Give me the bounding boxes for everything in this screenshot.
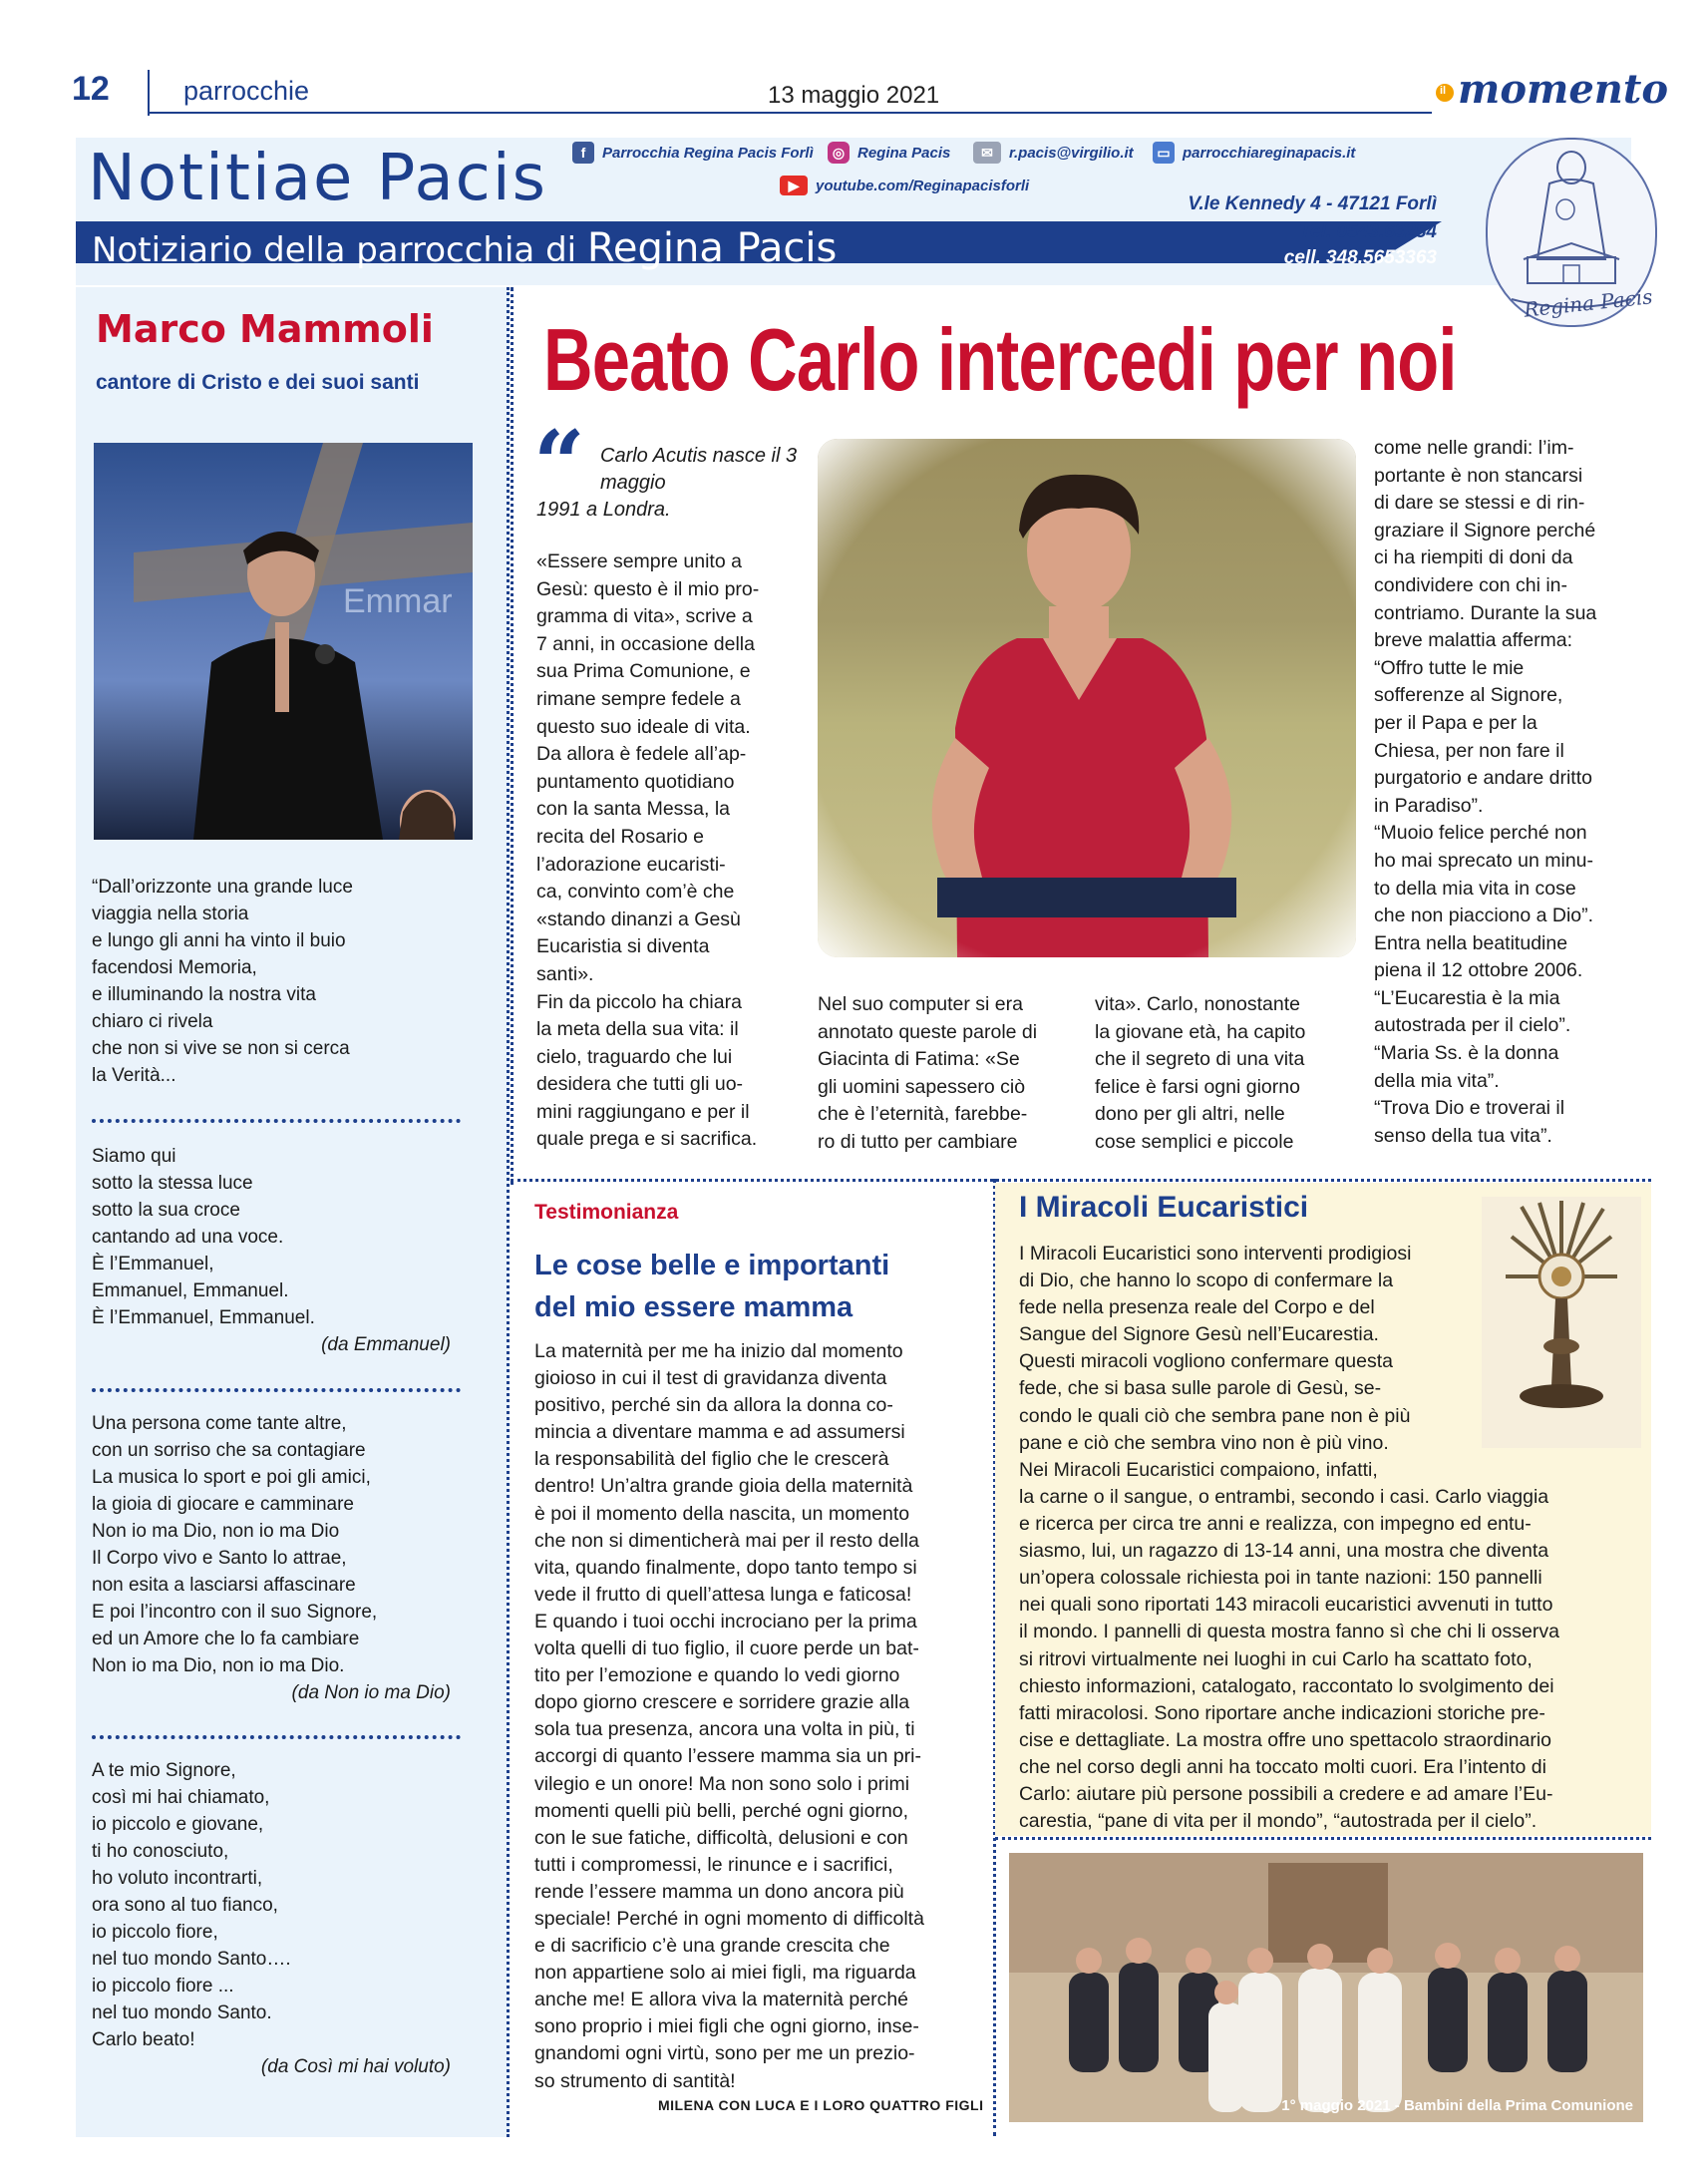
text-line: Sangue del Signore Gesù nell’Eucarestia. (1019, 1323, 1379, 1346)
text-line: della mia vita”. (1374, 1069, 1500, 1092)
globe-icon: ▭ (1153, 142, 1175, 164)
text-line: annotato queste parole di (818, 1020, 1038, 1043)
dotted-separator (92, 1119, 461, 1123)
text-line: la responsabilità del figlio che le crescerà (534, 1448, 889, 1471)
newspaper-logo[interactable]: momento (1458, 66, 1669, 113)
text-line: felice è farsi ogni giorno (1095, 1075, 1300, 1098)
text-line: desidera che tutti gli uo- (536, 1073, 744, 1096)
text-line: momenti quelli più belli, perché ogni giorno, (534, 1799, 909, 1822)
text-line: Nel suo computer si era (818, 993, 1023, 1015)
text-line: condo le quali ciò che sembra pane non è più (1019, 1404, 1411, 1427)
facebook-contact[interactable] (572, 142, 814, 164)
poem-line: non esita a lasciarsi affascinare (92, 1575, 356, 1596)
text-line: Fin da piccolo ha chiara (536, 990, 742, 1013)
text-line: Da allora è fedele all’ap- (536, 743, 747, 766)
main-article-col-4 (1374, 435, 1596, 1150)
text-line: quale prega e si sacrifica. (536, 1128, 758, 1151)
text-line: ro di tutto per cambiare (818, 1130, 1018, 1153)
poem-source: (da Non io ma Dio) (291, 1682, 451, 1703)
left-column-title: Marco Mammoli (96, 307, 434, 351)
mail-icon: ✉ (973, 142, 1001, 164)
text-line: autostrada per il cielo”. (1374, 1014, 1571, 1037)
poem-stanza (92, 874, 471, 1089)
text-line: la carne o il sangue, o entrambi, secondo i casi. Carlo viaggia (1019, 1486, 1549, 1508)
address: V.le Kennedy 4 - 47121 Forlì (1188, 193, 1437, 214)
poem-line: ho voluto incontrarti, (92, 1868, 263, 1889)
poem-line: chiaro ci rivela (92, 1011, 213, 1032)
poem-stanza (92, 1410, 471, 1706)
poem-line: nel tuo mondo Santo. (92, 2002, 272, 2023)
text-line: E quando i tuoi occhi incrociano per la prima (534, 1610, 917, 1633)
text-line: ho mai sprecato un minu- (1374, 849, 1594, 872)
text-line: mincia a diventare mamma e ad assumersi (534, 1421, 905, 1444)
text-line: siasmo, lui, un ragazzo di 13-14 anni, una mostra che diventa (1019, 1540, 1549, 1563)
logo-dot (1436, 84, 1454, 102)
poem-line: Non io ma Dio, non io ma Dio (92, 1521, 340, 1542)
text-line: pane e ciò che sembra vino non è più vino. (1019, 1431, 1389, 1454)
poem-line: con un sorriso che sa contagiare (92, 1440, 366, 1461)
website-contact[interactable] (1153, 142, 1355, 164)
text-line: e ricerca per circa tre anni e realizza, con impegno ed entu- (1019, 1513, 1532, 1536)
parish-emblem (1486, 138, 1657, 327)
text-line: non appartiene solo ai miei figli, ma riguarda (534, 1962, 916, 1985)
text-line: che è l’eternità, farebbe- (818, 1103, 1028, 1126)
text-line: volta quelli di tuo figlio, il cuore perde un bat- (534, 1637, 919, 1660)
testimonianza-signature: MILENA CON LUCA E I LORO QUATTRO FIGLI (658, 2097, 984, 2113)
poem-line: Carlo beato! (92, 2029, 195, 2050)
text-line: santi». (536, 962, 594, 985)
text-line: fatti miracolosi. Sono riportare anche indicazioni storiche pre- (1019, 1701, 1545, 1724)
text-line: breve malattia afferma: (1374, 629, 1573, 652)
poem-line: nel tuo mondo Santo…. (92, 1949, 291, 1970)
main-article-col-2 (818, 991, 1037, 1157)
lead-line-1: Carlo Acutis nasce il 3 maggio (600, 445, 798, 494)
text-line: chiesto informazioni, catalogato, raccontato lo svolgimento dei (1019, 1674, 1554, 1697)
text-line: per il Papa e per la (1374, 711, 1537, 734)
text-line: che non piacciono a Dio”. (1374, 905, 1594, 927)
email-contact[interactable] (973, 142, 1134, 164)
poem-line: io piccolo e giovane, (92, 1814, 264, 1835)
poem-line: Il Corpo vivo e Santo lo attrae, (92, 1548, 347, 1569)
svg-text:Emmar: Emmar (343, 582, 453, 620)
instagram-contact[interactable] (828, 142, 950, 164)
poem-stanza (92, 1757, 471, 2080)
facebook-label: Parrocchia Regina Pacis Forlì (602, 144, 814, 162)
header-rule (148, 112, 1432, 114)
masthead-subtitle-pre: Notiziario della parrocchia di (92, 230, 587, 270)
poem-line: e illuminando la nostra vita (92, 984, 316, 1005)
email-label: r.pacis@virgilio.it (1009, 144, 1134, 162)
text-line: anche me! E allora viva la maternità perché (534, 1989, 909, 2011)
text-line: gnandomi ogni virtù, sono per me un prezio- (534, 2042, 915, 2065)
text-line: “L’Eucarestia è la mia (1374, 986, 1560, 1009)
text-line: vilegio e un onore! Ma non sono solo i primi (534, 1772, 910, 1795)
text-line: vede il frutto di quell’attesa lunga e faticosa! (534, 1583, 912, 1606)
text-line: sono proprio i miei figli che ogni giorno, inse- (534, 2015, 919, 2038)
text-line: recita del Rosario e (536, 825, 704, 848)
text-line: che non si dimenticherà mai per il resto della (534, 1529, 919, 1552)
text-line: La maternità per me ha inizio dal momento (534, 1340, 903, 1362)
issue-date: 13 maggio 2021 (768, 82, 940, 109)
poem-line: sotto la stessa luce (92, 1173, 253, 1194)
instagram-icon: ◎ (828, 142, 850, 164)
text-line: 7 anni, in occasione della (536, 632, 755, 655)
text-line: puntamento quotidiano (536, 770, 735, 793)
text-line: fede, che si basa sulle parole di Gesù, se- (1019, 1377, 1382, 1400)
text-line: cose semplici e piccole (1095, 1130, 1294, 1153)
poem-line: ed un Amore che lo fa cambiare (92, 1629, 360, 1649)
text-line: dono per gli altri, nelle (1095, 1103, 1285, 1126)
section-divider (511, 1179, 1651, 1182)
text-line: un’opera colossale richiesta poi in tante nazioni: 150 pannelli (1019, 1567, 1542, 1590)
text-line: portante è non stancarsi (1374, 464, 1583, 487)
text-line: Nei Miracoli Eucaristici compaiono, infatti, (1019, 1458, 1378, 1481)
text-line: di dare se stessi e di rin- (1374, 492, 1585, 515)
text-line: “Trova Dio e troverai il (1374, 1097, 1565, 1120)
masthead-subtitle (92, 225, 837, 271)
text-line: so strumento di santità! (534, 2069, 736, 2092)
poem-line: facendosi Memoria, (92, 957, 257, 978)
text-line: nei quali sono riportati 143 miracoli eucaristici avvenuti in tutto (1019, 1594, 1553, 1617)
text-line: che nel corso degli anni ha toccato molti cuori. Era l’intento di (1019, 1755, 1546, 1778)
website-label: parrocchiareginapacis.it (1183, 144, 1356, 162)
poem-source: (da Così mi hai voluto) (260, 2056, 451, 2077)
text-line: in Paradiso”. (1374, 794, 1484, 817)
dotted-separator (92, 1388, 461, 1392)
text-line: piena il 12 ottobre 2006. (1374, 959, 1583, 982)
text-line: gioioso in cui il test di gravidanza diventa (534, 1367, 887, 1390)
text-line: è poi il momento della nascita, un momento (534, 1502, 910, 1525)
text-line: rende l’essere mamma un dono ancora più (534, 1880, 904, 1903)
text-line: cise e dettagliate. La mostra offre uno spettacolo straordinario (1019, 1728, 1552, 1751)
text-line: Gesù: questo è il mio pro- (536, 577, 760, 600)
text-line: questo suo ideale di vita. (536, 715, 751, 738)
miracoli-title: I Miracoli Eucaristici (1019, 1191, 1309, 1224)
text-line: Eucaristia si diventa (536, 935, 710, 958)
text-line: «stando dinanzi a Gesù (536, 908, 741, 930)
text-line: “Maria Ss. è la donna (1374, 1042, 1559, 1065)
poem-line: la gioia di giocare e camminare (92, 1494, 354, 1515)
left-column-subtitle: cantore di Cristo e dei suoi santi (96, 371, 420, 394)
poem-line: “Dall’orizzonte una grande luce (92, 877, 353, 898)
lead-line-2: 1991 a Londra. (536, 499, 671, 521)
poem-line: io piccolo fiore, (92, 1922, 218, 1943)
text-line: ci ha riempiti di doni da (1374, 546, 1573, 569)
poem-line: la Verità... (92, 1065, 176, 1086)
testimonianza-body (534, 1338, 985, 2095)
poem-stanza (92, 1143, 471, 1358)
text-line: la meta della sua vita: il (536, 1018, 739, 1041)
quote-mark-icon: “ (533, 411, 585, 517)
text-line: e di sacrificio c’è una grande crescita che (534, 1935, 890, 1958)
text-line: ca, convinto com’è che (536, 881, 735, 904)
carlo-acutis-photo (818, 439, 1356, 957)
text-line: sofferenze al Signore, (1374, 684, 1563, 707)
text-line: sua Prima Comunione, e (536, 660, 751, 683)
poem-line: ti ho conosciuto, (92, 1841, 229, 1862)
poem-line: ora sono al tuo fianco, (92, 1895, 278, 1916)
phone: Tel. 0543.63254 (1299, 221, 1437, 242)
text-line: Chiesa, per non fare il (1374, 739, 1564, 762)
text-line: si ritrovi virtualmente nei luoghi in cui Carlo ha scattato foto, (1019, 1647, 1533, 1670)
text-line: Giacinta di Fatima: «Se (818, 1048, 1020, 1071)
miracoli-divider (995, 1837, 1651, 1840)
text-line: tutti i compromessi, le rinunce e i sacrifici, (534, 1853, 893, 1876)
text-line: dentro! Un’altra grande gioia della maternità (534, 1475, 913, 1498)
testimonianza-title-line-1: Le cose belle e importanti (534, 1250, 890, 1281)
text-line: condividere con chi in- (1374, 573, 1568, 596)
text-line: con la santa Messa, la (536, 798, 731, 821)
text-line: carestia, “pane di vita per il mondo”, “autostrada per il cielo”. (1019, 1810, 1537, 1833)
text-line: “Muoio felice perché non (1374, 822, 1587, 845)
poem-line: che non si vive se non si cerca (92, 1038, 350, 1059)
testimonianza-kicker: Testimonianza (534, 1201, 679, 1224)
miracoli-body-bottom (1019, 1484, 1559, 1835)
masthead-subtitle-name: Regina Pacis (586, 225, 838, 271)
poem-line: Non io ma Dio, non io ma Dio. (92, 1655, 345, 1676)
text-line: cielo, traguardo che lui (536, 1045, 733, 1068)
cell-phone: cell. 348.5653363 (1283, 247, 1437, 268)
masthead-title: Notitiae Pacis (88, 142, 547, 215)
text-line: che il segreto di una vita (1095, 1048, 1305, 1071)
text-line: Questi miracoli vogliono confermare questa (1019, 1350, 1394, 1373)
text-line: Entra nella beatitudine (1374, 931, 1568, 954)
column-divider (511, 287, 513, 1185)
poem-line: Siamo qui (92, 1146, 176, 1167)
text-line: di Dio, che hanno lo scopo di confermare la (1019, 1270, 1394, 1292)
text-line: il mondo. I pannelli di questa mostra fanno sì che chi li osserva (1019, 1621, 1559, 1643)
text-line: gli uomini sapessero ciò (818, 1075, 1026, 1098)
youtube-icon: ▶ (780, 176, 808, 195)
text-line: senso della tua vita”. (1374, 1124, 1552, 1147)
text-line: positivo, perché sin da allora la donna co- (534, 1394, 893, 1417)
monstrance-photo (1482, 1197, 1641, 1448)
text-line: rimane sempre fedele a (536, 687, 741, 710)
dotted-separator (92, 1735, 461, 1739)
main-article-col-1 (536, 548, 759, 1154)
emblem-label: Regina Pacis (1523, 284, 1654, 322)
poem-line: io piccolo fiore ... (92, 1976, 234, 1997)
text-line: vita». Carlo, nonostante (1095, 993, 1300, 1015)
poem-line: cantando ad una voce. (92, 1227, 284, 1248)
main-headline: Beato Carlo intercedi per noi (543, 310, 1457, 409)
text-line: purgatorio e andare dritto (1374, 767, 1592, 790)
youtube-label: youtube.com/Reginapacisforli (816, 177, 1030, 194)
poem-line: La musica lo sport e poi gli amici, (92, 1467, 371, 1488)
text-line: con le sue fatiche, difficoltà, delusioni e con (534, 1826, 908, 1849)
poem-line: sotto la sua croce (92, 1200, 240, 1221)
first-communion-photo (1009, 1853, 1643, 2122)
text-line: Carlo: aiutare più persone possibili a credere e ad amare l’Eu- (1019, 1783, 1553, 1806)
poem-line: È l’Emmanuel, (92, 1254, 214, 1274)
facebook-icon: f (572, 142, 594, 164)
text-line: gramma di vita», scrive a (536, 605, 753, 628)
logo-prefix: il (1440, 85, 1447, 97)
poem-line: e lungo gli anni ha vinto il buio (92, 930, 346, 951)
youtube-contact[interactable] (780, 176, 1029, 195)
testimonianza-title (534, 1245, 889, 1328)
text-line: dopo giorno crescere e sorridere grazie alla (534, 1691, 910, 1714)
text-line: “Offro tutte le mie (1374, 656, 1525, 679)
testimonianza-title-line-2: del mio essere mamma (534, 1291, 854, 1323)
poem-line: così mi hai chiamato, (92, 1787, 270, 1808)
text-line: l’adorazione eucaristi- (536, 853, 726, 876)
text-line: to della mia vita in cose (1374, 877, 1576, 900)
text-line: vita, quando finalmente, dopo tanto tempo si (534, 1556, 917, 1579)
main-article-col-3 (1095, 991, 1305, 1157)
poem-line: Una persona come tante altre, (92, 1413, 347, 1434)
poem-line: E poi l’incontro con il suo Signore, (92, 1602, 378, 1623)
text-line: mini raggiungano e per il (536, 1100, 750, 1123)
communion-photo-caption: 1° maggio 2021 - Bambini della Prima Comunione (1281, 2097, 1633, 2114)
text-line: sola tua presenza, ancora una volta in più, ti (534, 1718, 915, 1741)
singer-photo (94, 443, 473, 840)
page-number: 12 (72, 70, 110, 108)
text-line: contriamo. Durante la sua (1374, 601, 1597, 624)
poem-line: È l’Emmanuel, Emmanuel. (92, 1307, 315, 1328)
header-separator (148, 70, 150, 116)
poem-line: Emmanuel, Emmanuel. (92, 1280, 289, 1301)
section-label: parrocchie (183, 76, 310, 106)
poem-source: (da Emmanuel) (321, 1334, 451, 1355)
text-line: accorgi di quanto l’essere mamma sia un pri- (534, 1745, 922, 1768)
text-line: I Miracoli Eucaristici sono interventi prodigiosi (1019, 1243, 1412, 1265)
text-line: speciale! Perché in ogni momento di difficoltà (534, 1907, 924, 1930)
text-line: come nelle grandi: l’im- (1374, 437, 1574, 459)
poem-line: viaggia nella storia (92, 904, 249, 924)
instagram-label: Regina Pacis (857, 144, 951, 162)
miracoli-body-top (1019, 1241, 1411, 1484)
poem-line: A te mio Signore, (92, 1760, 236, 1781)
text-line: graziare il Signore perché (1374, 519, 1596, 542)
text-line: «Essere sempre unito a (536, 550, 742, 572)
text-line: fede nella presenza reale del Corpo e del (1019, 1296, 1375, 1319)
text-line: tito per l’emozione e quando lo vedi giorno (534, 1664, 900, 1687)
text-line: la giovane età, ha capito (1095, 1020, 1306, 1043)
